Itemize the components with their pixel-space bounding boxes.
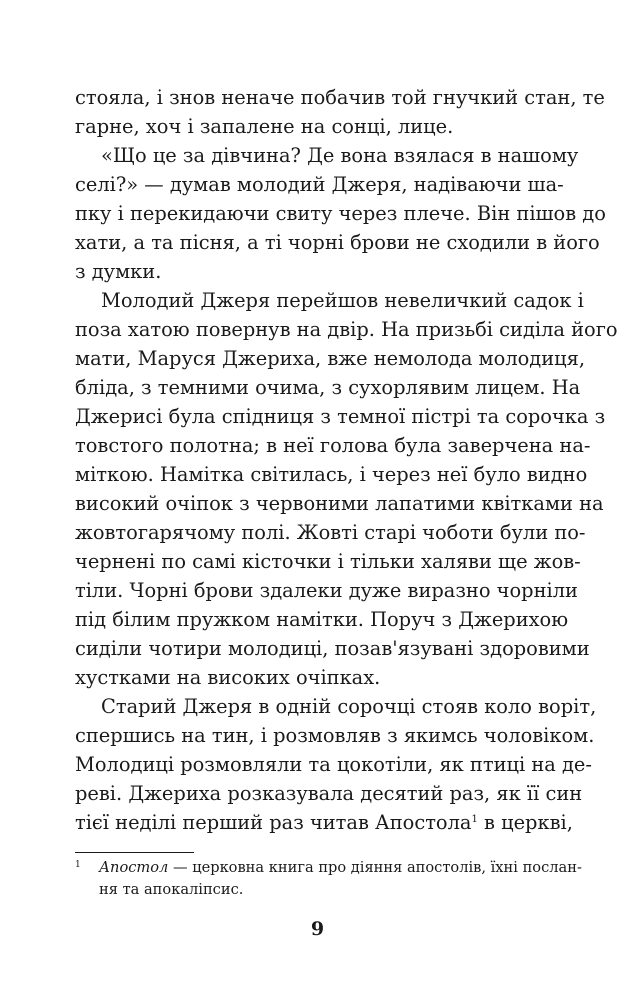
- text-line: селі?» — думав молодий Джеря, надіваючи ша-: [75, 173, 564, 196]
- text-line: спершись на тин, і розмовляв з якимсь чоловіком.: [75, 724, 595, 747]
- text-line: Молодиці розмовляли та цокотіли, як птиці на де-: [75, 753, 592, 776]
- text-line: хати, а та пісня, а ті чорні брови не сходили в його: [75, 231, 600, 254]
- footnote-reference: 1: [471, 814, 478, 825]
- text-line: під білим пружком намітки. Поруч з Джерихою: [75, 608, 569, 631]
- text-line: з думки.: [75, 260, 162, 283]
- text-line: Джерисі була спідниця з темної пістрі та сорочка з: [75, 405, 606, 428]
- footnote-divider: [75, 852, 194, 853]
- text-line-with-footnote-ref: [75, 811, 573, 835]
- text-line: Старий Джеря в одній сорочці стояв коло воріт,: [101, 695, 597, 718]
- text-line: Молодий Джеря перейшов невеличкий садок і: [101, 289, 584, 312]
- text-line: мати, Маруся Джериха, вже немолода молодиця,: [75, 347, 586, 370]
- text-line: сиділи чотири молодиці, позав'язувані здоровими: [75, 637, 590, 660]
- text-line: поза хатою повернув на двір. На призьбі сиділа його: [75, 318, 618, 341]
- text-line: високий очіпок з червоними лапатими квітками на: [75, 492, 604, 515]
- text-line: хустками на високих очіпках.: [75, 666, 381, 689]
- text-line: чернені по самі кісточки і тільки халяви ще жов-: [75, 550, 581, 573]
- footnote-term: Апостол: [99, 859, 169, 876]
- text-line: «Що це за дівчина? Де вона взялася в нашому: [101, 144, 579, 167]
- text-line: гарне, хоч і запалене на сонці, лице.: [75, 115, 454, 138]
- footnote-line: [99, 858, 582, 878]
- text-line: жовтогарячому полі. Жовті старі чоботи були по-: [75, 521, 586, 544]
- text-line: тіли. Чорні брови здалеки дуже виразно чорніли: [75, 579, 578, 602]
- text-line: стояла, і знов неначе побачив той гнучкий стан, те: [75, 86, 605, 109]
- page-number: 9: [310, 918, 325, 940]
- footnote-definition: — церковна книга про діяння апостолів, їхні послан-: [168, 859, 582, 876]
- text-line: міткою. Намітка світилась, і через неї було видно: [75, 463, 588, 486]
- text-line: пку і перекидаючи свиту через плече. Він пішов до: [75, 202, 606, 225]
- text-line: реві. Джериха розказувала десятий раз, як її син: [75, 782, 583, 805]
- text-segment: тієї неділі перший раз читав Апостола: [75, 811, 472, 834]
- text-line: товстого полотна; в неї голова була заверчена на-: [75, 434, 591, 457]
- footnote-line: ня та апокаліпсис.: [99, 881, 244, 898]
- text-line: бліда, з темними очима, з сухорлявим лицем. На: [75, 376, 581, 399]
- footnote-number: 1: [75, 860, 81, 870]
- text-segment: в церкві,: [477, 811, 573, 834]
